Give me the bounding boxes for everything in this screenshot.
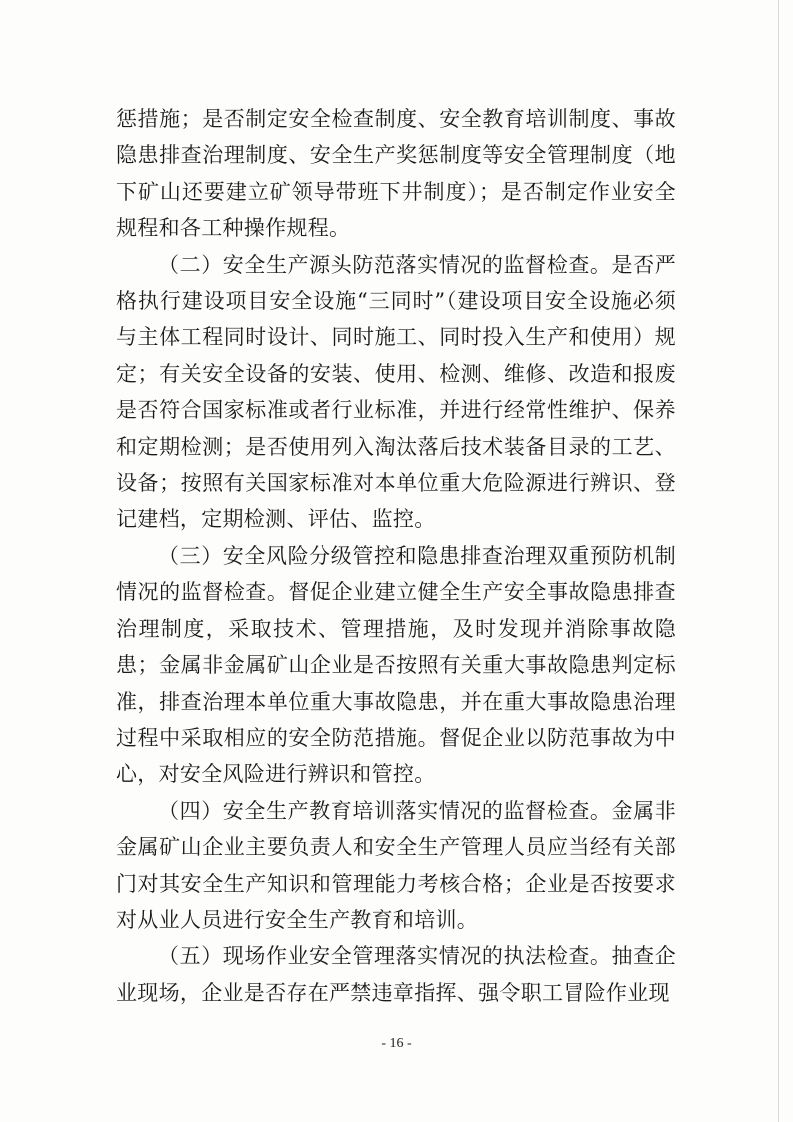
paragraph-section-2: （二）安全生产源头防范落实情况的监督检查。是否严格执行建设项目安全设施“三同时”（建设项目安全设施必须与主体工程同时设计、同时施工、同时投入生产和使用）规定；有关安全设备的安装、使用、检测、维修、改造和报废是否符合国家标准或者行业标准，并进行经常性维护、保养和定期检测；是否使用列入淘汰落后技术装备目录的工艺、设备；按照有关国家标准对本单位重大危险源进行辨识、登记建档，定期检测、评估、监控。 <box>116 252 676 532</box>
paragraph-section-4: （四）安全生产教育培训落实情况的监督检查。金属非金属矿山企业主要负责人和安全生产管理人员应当经有关部门对其安全生产知识和管理能力考核合格；企业是否按要求对从业人员进行安全生产教育和培训。 <box>116 798 676 932</box>
page-edge-line <box>778 0 779 1122</box>
paragraph-continuation: 惩措施；是否制定安全检查制度、安全教育培训制度、事故隐患排查治理制度、安全生产奖惩制度等安全管理制度（地下矿山还要建立矿领导带班下井制度）；是否制定作业安全规程和各工种操作规程。 <box>116 107 676 241</box>
document-body <box>116 101 676 1011</box>
page-number: - 16 - <box>381 1036 412 1051</box>
paragraph-section-3: （三）安全风险分级管控和隐患排查治理双重预防机制情况的监督检查。督促企业建立健全生产安全事故隐患排查治理制度，采取技术、管理措施，及时发现并消除事故隐患；金属非金属矿山企业是否按照有关重大事故隐患判定标准，排查治理本单位重大事故隐患，并在重大事故隐患治理过程中采取相应的安全防范措施。督促企业以防范事故为中心，对安全风险进行辨识和管控。 <box>116 543 676 787</box>
paragraph-section-5: （五）现场作业安全管理落实情况的执法检查。抽查企业现场，企业是否存在严禁违章指挥、强令职工冒险作业现 <box>116 944 676 1005</box>
